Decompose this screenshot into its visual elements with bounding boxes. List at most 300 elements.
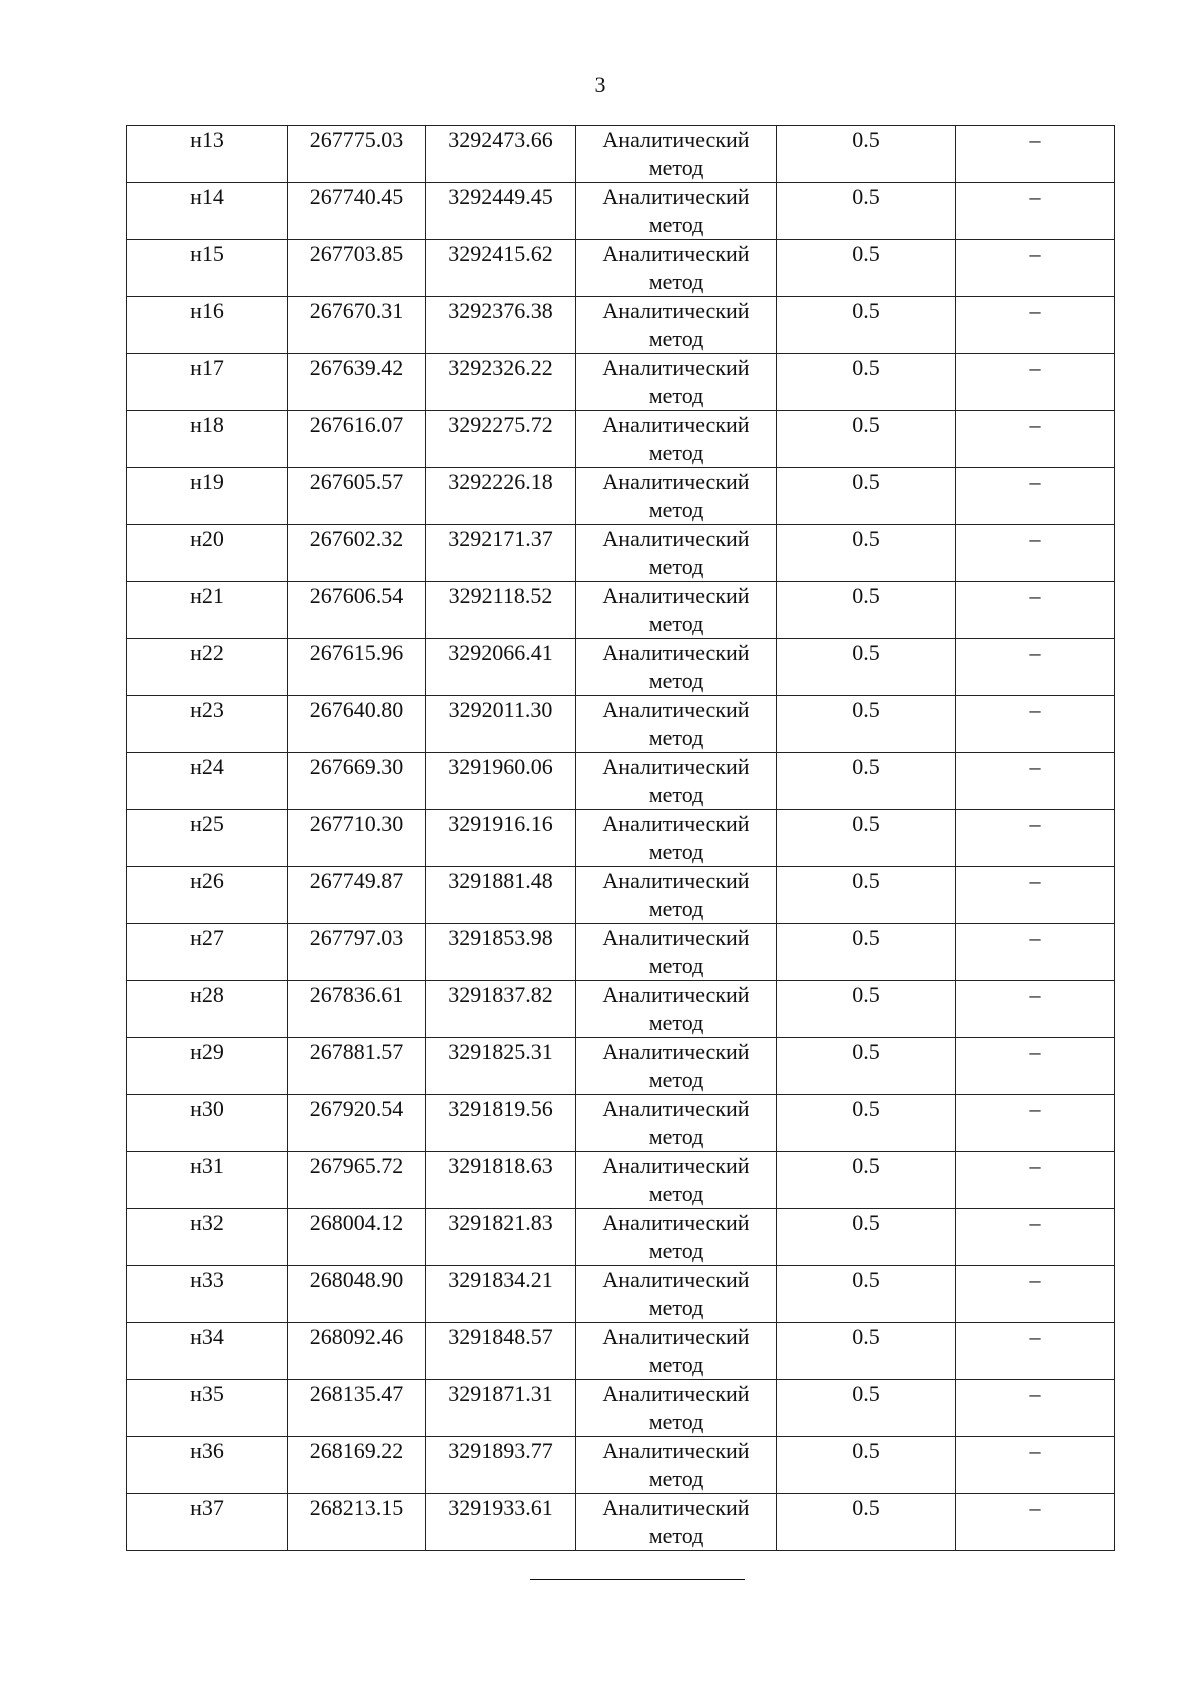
x-coordinate-cell-text: 267836.61: [309, 982, 404, 1007]
y-coordinate-cell: [426, 981, 576, 1038]
x-coordinate-cell-text: 268169.22: [309, 1438, 404, 1463]
y-coordinate-cell: [426, 411, 576, 468]
note-cell-text: –: [1029, 184, 1041, 209]
note-cell-text: –: [1029, 1324, 1041, 1349]
y-coordinate-cell-text: 3291819.56: [448, 1096, 553, 1121]
note-cell: [956, 696, 1115, 753]
point-cell-text: н16: [190, 298, 224, 323]
method-cell: [576, 582, 777, 639]
y-coordinate-cell-text: 3291916.16: [448, 811, 553, 836]
method-cell: [576, 1038, 777, 1095]
accuracy-cell: [777, 1323, 956, 1380]
point-cell: [127, 1095, 288, 1152]
point-cell: [127, 183, 288, 240]
table-row: [127, 1209, 1115, 1266]
x-coordinate-cell: [288, 981, 426, 1038]
method-cell: [576, 810, 777, 867]
table-row: [127, 183, 1115, 240]
note-cell: [956, 1266, 1115, 1323]
coordinates-table-body: [127, 126, 1115, 1551]
method-cell-text: Аналитический метод: [602, 469, 750, 522]
y-coordinate-cell: [426, 810, 576, 867]
table-row: [127, 696, 1115, 753]
method-cell: [576, 867, 777, 924]
x-coordinate-cell-text: 267616.07: [309, 412, 404, 437]
table-row: [127, 297, 1115, 354]
method-cell: [576, 753, 777, 810]
table-row: [127, 1494, 1115, 1551]
x-coordinate-cell: [288, 525, 426, 582]
point-cell: [127, 1323, 288, 1380]
point-cell-text: н35: [190, 1381, 224, 1406]
accuracy-cell-text: 0.5: [852, 127, 880, 152]
method-cell: [576, 1095, 777, 1152]
y-coordinate-cell: [426, 240, 576, 297]
x-coordinate-cell-text: 267749.87: [309, 868, 404, 893]
note-cell-text: –: [1029, 640, 1041, 665]
note-cell-text: –: [1029, 1267, 1041, 1292]
method-cell-text: Аналитический метод: [602, 811, 750, 864]
y-coordinate-cell-text: 3291818.63: [448, 1153, 553, 1178]
accuracy-cell: [777, 639, 956, 696]
table-row: [127, 240, 1115, 297]
accuracy-cell-text: 0.5: [852, 184, 880, 209]
x-coordinate-cell: [288, 468, 426, 525]
accuracy-cell-text: 0.5: [852, 1381, 880, 1406]
x-coordinate-cell: [288, 1095, 426, 1152]
method-cell-text: Аналитический метод: [602, 127, 750, 180]
note-cell-text: –: [1029, 469, 1041, 494]
y-coordinate-cell-text: 3291881.48: [448, 868, 553, 893]
table-row: [127, 981, 1115, 1038]
x-coordinate-cell-text: 267640.80: [309, 697, 404, 722]
accuracy-cell: [777, 1494, 956, 1551]
accuracy-cell: [777, 1380, 956, 1437]
point-cell: [127, 981, 288, 1038]
x-coordinate-cell: [288, 1152, 426, 1209]
method-cell: [576, 525, 777, 582]
y-coordinate-cell-text: 3292011.30: [448, 697, 553, 722]
point-cell-text: н30: [190, 1096, 224, 1121]
point-cell: [127, 525, 288, 582]
method-cell: [576, 639, 777, 696]
note-cell: [956, 1380, 1115, 1437]
table-row: [127, 810, 1115, 867]
accuracy-cell: [777, 867, 956, 924]
table-row: [127, 1095, 1115, 1152]
y-coordinate-cell-text: 3292118.52: [448, 583, 553, 608]
table-row: [127, 468, 1115, 525]
x-coordinate-cell: [288, 1380, 426, 1437]
method-cell: [576, 354, 777, 411]
x-coordinate-cell-text: 267670.31: [309, 298, 404, 323]
y-coordinate-cell-text: 3292449.45: [448, 184, 553, 209]
note-cell-text: –: [1029, 868, 1041, 893]
note-cell: [956, 1437, 1115, 1494]
accuracy-cell-text: 0.5: [852, 1438, 880, 1463]
method-cell: [576, 1380, 777, 1437]
point-cell-text: н32: [190, 1210, 224, 1235]
accuracy-cell-text: 0.5: [852, 1210, 880, 1235]
note-cell-text: –: [1029, 412, 1041, 437]
method-cell-text: Аналитический метод: [602, 1153, 750, 1206]
method-cell: [576, 1209, 777, 1266]
accuracy-cell: [777, 924, 956, 981]
y-coordinate-cell-text: 3291960.06: [448, 754, 553, 779]
note-cell-text: –: [1029, 1096, 1041, 1121]
method-cell-text: Аналитический метод: [602, 1495, 750, 1548]
point-cell: [127, 924, 288, 981]
y-coordinate-cell-text: 3291893.77: [448, 1438, 553, 1463]
accuracy-cell: [777, 1038, 956, 1095]
method-cell-text: Аналитический метод: [602, 1381, 750, 1434]
footer-rule: [530, 1579, 745, 1580]
note-cell-text: –: [1029, 754, 1041, 779]
y-coordinate-cell: [426, 1494, 576, 1551]
note-cell-text: –: [1029, 583, 1041, 608]
accuracy-cell-text: 0.5: [852, 412, 880, 437]
point-cell-text: н18: [190, 412, 224, 437]
method-cell-text: Аналитический метод: [602, 583, 750, 636]
x-coordinate-cell-text: 268048.90: [309, 1267, 404, 1292]
note-cell: [956, 297, 1115, 354]
method-cell: [576, 981, 777, 1038]
x-coordinate-cell-text: 267775.03: [309, 127, 404, 152]
y-coordinate-cell: [426, 183, 576, 240]
method-cell-text: Аналитический метод: [602, 241, 750, 294]
point-cell-text: н24: [190, 754, 224, 779]
y-coordinate-cell: [426, 753, 576, 810]
method-cell-text: Аналитический метод: [602, 1039, 750, 1092]
method-cell: [576, 1152, 777, 1209]
point-cell: [127, 867, 288, 924]
note-cell-text: –: [1029, 811, 1041, 836]
y-coordinate-cell-text: 3292326.22: [448, 355, 553, 380]
point-cell: [127, 411, 288, 468]
note-cell: [956, 1494, 1115, 1551]
accuracy-cell-text: 0.5: [852, 1267, 880, 1292]
accuracy-cell-text: 0.5: [852, 868, 880, 893]
accuracy-cell: [777, 981, 956, 1038]
y-coordinate-cell: [426, 1437, 576, 1494]
x-coordinate-cell-text: 267797.03: [309, 925, 404, 950]
note-cell: [956, 582, 1115, 639]
point-cell: [127, 1494, 288, 1551]
y-coordinate-cell-text: 3292376.38: [448, 298, 553, 323]
y-coordinate-cell: [426, 867, 576, 924]
point-cell: [127, 753, 288, 810]
y-coordinate-cell: [426, 468, 576, 525]
y-coordinate-cell: [426, 525, 576, 582]
note-cell-text: –: [1029, 1153, 1041, 1178]
method-cell-text: Аналитический метод: [602, 640, 750, 693]
note-cell: [956, 1209, 1115, 1266]
y-coordinate-cell-text: 3291853.98: [448, 925, 553, 950]
table-row: [127, 1437, 1115, 1494]
x-coordinate-cell: [288, 924, 426, 981]
point-cell: [127, 240, 288, 297]
y-coordinate-cell: [426, 1380, 576, 1437]
note-cell: [956, 867, 1115, 924]
y-coordinate-cell-text: 3291933.61: [448, 1495, 553, 1520]
method-cell: [576, 1266, 777, 1323]
accuracy-cell: [777, 582, 956, 639]
y-coordinate-cell-text: 3292171.37: [448, 526, 553, 551]
method-cell: [576, 240, 777, 297]
note-cell-text: –: [1029, 1210, 1041, 1235]
x-coordinate-cell-text: 268213.15: [309, 1495, 404, 1520]
accuracy-cell: [777, 696, 956, 753]
point-cell-text: н29: [190, 1039, 224, 1064]
note-cell: [956, 981, 1115, 1038]
point-cell: [127, 1380, 288, 1437]
note-cell: [956, 468, 1115, 525]
x-coordinate-cell-text: 267606.54: [309, 583, 404, 608]
method-cell-text: Аналитический метод: [602, 526, 750, 579]
y-coordinate-cell: [426, 1209, 576, 1266]
y-coordinate-cell: [426, 1095, 576, 1152]
x-coordinate-cell-text: 267965.72: [309, 1153, 404, 1178]
point-cell-text: н33: [190, 1267, 224, 1292]
note-cell-text: –: [1029, 1495, 1041, 1520]
x-coordinate-cell: [288, 582, 426, 639]
note-cell: [956, 240, 1115, 297]
y-coordinate-cell: [426, 1152, 576, 1209]
y-coordinate-cell-text: 3292275.72: [448, 412, 553, 437]
note-cell: [956, 753, 1115, 810]
accuracy-cell-text: 0.5: [852, 925, 880, 950]
x-coordinate-cell-text: 268092.46: [309, 1324, 404, 1349]
x-coordinate-cell: [288, 867, 426, 924]
coordinates-table: [126, 125, 1115, 1551]
y-coordinate-cell-text: 3291848.57: [448, 1324, 553, 1349]
accuracy-cell: [777, 1266, 956, 1323]
note-cell-text: –: [1029, 526, 1041, 551]
x-coordinate-cell: [288, 1209, 426, 1266]
method-cell-text: Аналитический метод: [602, 1438, 750, 1491]
accuracy-cell: [777, 297, 956, 354]
x-coordinate-cell-text: 267703.85: [309, 241, 404, 266]
note-cell: [956, 525, 1115, 582]
y-coordinate-cell-text: 3291837.82: [448, 982, 553, 1007]
point-cell: [127, 696, 288, 753]
method-cell-text: Аналитический метод: [602, 697, 750, 750]
x-coordinate-cell-text: 267605.57: [309, 469, 404, 494]
point-cell: [127, 354, 288, 411]
note-cell-text: –: [1029, 1438, 1041, 1463]
note-cell: [956, 1152, 1115, 1209]
table-row: [127, 525, 1115, 582]
note-cell-text: –: [1029, 127, 1041, 152]
point-cell-text: н13: [190, 127, 224, 152]
y-coordinate-cell-text: 3292415.62: [448, 241, 553, 266]
x-coordinate-cell: [288, 411, 426, 468]
x-coordinate-cell: [288, 1494, 426, 1551]
x-coordinate-cell-text: 268135.47: [309, 1381, 404, 1406]
x-coordinate-cell-text: 267710.30: [309, 811, 404, 836]
method-cell: [576, 1437, 777, 1494]
x-coordinate-cell-text: 267615.96: [309, 640, 404, 665]
note-cell: [956, 810, 1115, 867]
point-cell-text: н20: [190, 526, 224, 551]
x-coordinate-cell: [288, 639, 426, 696]
table-row: [127, 1380, 1115, 1437]
point-cell: [127, 1266, 288, 1323]
note-cell: [956, 183, 1115, 240]
method-cell-text: Аналитический метод: [602, 925, 750, 978]
method-cell: [576, 1323, 777, 1380]
note-cell: [956, 924, 1115, 981]
x-coordinate-cell-text: 267639.42: [309, 355, 404, 380]
method-cell-text: Аналитический метод: [602, 1324, 750, 1377]
point-cell: [127, 1437, 288, 1494]
accuracy-cell: [777, 354, 956, 411]
point-cell-text: н36: [190, 1438, 224, 1463]
y-coordinate-cell: [426, 639, 576, 696]
accuracy-cell: [777, 183, 956, 240]
point-cell: [127, 1209, 288, 1266]
table-row: [127, 354, 1115, 411]
accuracy-cell: [777, 1095, 956, 1152]
accuracy-cell: [777, 411, 956, 468]
method-cell: [576, 1494, 777, 1551]
method-cell: [576, 924, 777, 981]
table-row: [127, 1152, 1115, 1209]
point-cell-text: н31: [190, 1153, 224, 1178]
x-coordinate-cell: [288, 354, 426, 411]
y-coordinate-cell: [426, 126, 576, 183]
x-coordinate-cell: [288, 1266, 426, 1323]
point-cell-text: н26: [190, 868, 224, 893]
x-coordinate-cell: [288, 297, 426, 354]
method-cell-text: Аналитический метод: [602, 1096, 750, 1149]
x-coordinate-cell: [288, 126, 426, 183]
y-coordinate-cell: [426, 696, 576, 753]
table-row: [127, 1038, 1115, 1095]
point-cell-text: н15: [190, 241, 224, 266]
accuracy-cell-text: 0.5: [852, 697, 880, 722]
note-cell-text: –: [1029, 982, 1041, 1007]
y-coordinate-cell: [426, 924, 576, 981]
method-cell-text: Аналитический метод: [602, 184, 750, 237]
y-coordinate-cell-text: 3291834.21: [448, 1267, 553, 1292]
point-cell-text: н28: [190, 982, 224, 1007]
note-cell-text: –: [1029, 925, 1041, 950]
x-coordinate-cell-text: 268004.12: [309, 1210, 404, 1235]
point-cell: [127, 582, 288, 639]
method-cell: [576, 468, 777, 525]
method-cell-text: Аналитический метод: [602, 754, 750, 807]
y-coordinate-cell: [426, 1323, 576, 1380]
accuracy-cell: [777, 1209, 956, 1266]
table-row: [127, 1266, 1115, 1323]
method-cell: [576, 297, 777, 354]
y-coordinate-cell: [426, 354, 576, 411]
table-row: [127, 1323, 1115, 1380]
accuracy-cell-text: 0.5: [852, 1096, 880, 1121]
accuracy-cell: [777, 1437, 956, 1494]
y-coordinate-cell-text: 3292473.66: [448, 127, 553, 152]
point-cell: [127, 297, 288, 354]
point-cell-text: н37: [190, 1495, 224, 1520]
x-coordinate-cell: [288, 1437, 426, 1494]
accuracy-cell: [777, 468, 956, 525]
point-cell-text: н17: [190, 355, 224, 380]
accuracy-cell: [777, 753, 956, 810]
x-coordinate-cell: [288, 240, 426, 297]
method-cell: [576, 411, 777, 468]
x-coordinate-cell: [288, 183, 426, 240]
x-coordinate-cell: [288, 1038, 426, 1095]
accuracy-cell-text: 0.5: [852, 241, 880, 266]
y-coordinate-cell: [426, 1038, 576, 1095]
method-cell-text: Аналитический метод: [602, 1267, 750, 1320]
note-cell-text: –: [1029, 1039, 1041, 1064]
x-coordinate-cell: [288, 696, 426, 753]
accuracy-cell-text: 0.5: [852, 640, 880, 665]
accuracy-cell: [777, 810, 956, 867]
note-cell: [956, 354, 1115, 411]
accuracy-cell-text: 0.5: [852, 298, 880, 323]
y-coordinate-cell-text: 3291825.31: [448, 1039, 553, 1064]
accuracy-cell-text: 0.5: [852, 469, 880, 494]
y-coordinate-cell-text: 3291871.31: [448, 1381, 553, 1406]
point-cell-text: н23: [190, 697, 224, 722]
table-row: [127, 411, 1115, 468]
x-coordinate-cell: [288, 753, 426, 810]
method-cell: [576, 126, 777, 183]
method-cell-text: Аналитический метод: [602, 982, 750, 1035]
y-coordinate-cell-text: 3292066.41: [448, 640, 553, 665]
table-row: [127, 126, 1115, 183]
accuracy-cell-text: 0.5: [852, 811, 880, 836]
method-cell-text: Аналитический метод: [602, 868, 750, 921]
note-cell: [956, 126, 1115, 183]
y-coordinate-cell: [426, 297, 576, 354]
accuracy-cell-text: 0.5: [852, 982, 880, 1007]
accuracy-cell-text: 0.5: [852, 1039, 880, 1064]
point-cell-text: н21: [190, 583, 224, 608]
x-coordinate-cell-text: 267669.30: [309, 754, 404, 779]
accuracy-cell-text: 0.5: [852, 1495, 880, 1520]
note-cell-text: –: [1029, 1381, 1041, 1406]
y-coordinate-cell-text: 3291821.83: [448, 1210, 553, 1235]
x-coordinate-cell-text: 267881.57: [309, 1039, 404, 1064]
point-cell: [127, 1038, 288, 1095]
note-cell: [956, 1323, 1115, 1380]
accuracy-cell-text: 0.5: [852, 355, 880, 380]
table-row: [127, 582, 1115, 639]
point-cell-text: н25: [190, 811, 224, 836]
accuracy-cell-text: 0.5: [852, 754, 880, 779]
point-cell-text: н27: [190, 925, 224, 950]
x-coordinate-cell: [288, 1323, 426, 1380]
accuracy-cell-text: 0.5: [852, 583, 880, 608]
method-cell-text: Аналитический метод: [602, 355, 750, 408]
point-cell-text: н19: [190, 469, 224, 494]
point-cell-text: н22: [190, 640, 224, 665]
y-coordinate-cell-text: 3292226.18: [448, 469, 553, 494]
note-cell-text: –: [1029, 355, 1041, 380]
point-cell: [127, 468, 288, 525]
table-row: [127, 924, 1115, 981]
point-cell: [127, 1152, 288, 1209]
y-coordinate-cell: [426, 582, 576, 639]
point-cell-text: н14: [190, 184, 224, 209]
note-cell-text: –: [1029, 241, 1041, 266]
x-coordinate-cell-text: 267602.32: [309, 526, 404, 551]
note-cell: [956, 1038, 1115, 1095]
